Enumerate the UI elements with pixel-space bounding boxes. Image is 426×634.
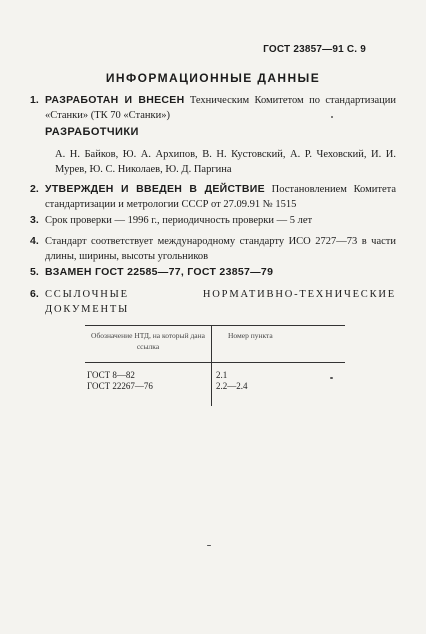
item-body: ССЫЛОЧНЫЕ НОРМАТИВНО-ТЕХНИЧЕСКИЕ ДОКУМЕНТЫ <box>45 289 396 315</box>
info-item-4 <box>30 234 396 266</box>
info-item-5 <box>30 265 396 281</box>
item-number: 6. <box>30 288 39 300</box>
item-text <box>45 234 396 264</box>
scan-speck <box>330 377 333 379</box>
developers-list: А. Н. Байков, Ю. А. Архипов, В. Н. Кустовский, А. Р. Чеховский, И. И. Мурев, Ю. С. Николаев, Ю. Д. Паргина <box>55 149 396 175</box>
item-lead: ВЗАМЕН ГОСТ 22585—77, ГОСТ 23857—79 <box>45 266 274 278</box>
item-body: Постановлением Комитета стандартизации и метрологии СССР от 27.09.91 № 1515 <box>45 184 396 210</box>
page-header: ГОСТ 23857—91 С. 9 <box>263 44 366 55</box>
table-row <box>85 381 345 406</box>
scan-speck <box>331 116 333 118</box>
table-row <box>85 363 345 382</box>
column-header-document: Обозначение НТД, на который дана ссылка <box>85 326 212 363</box>
item-text <box>45 213 396 228</box>
item-number: 2. <box>30 183 39 195</box>
item-text <box>45 265 396 280</box>
scan-speck <box>207 545 211 546</box>
item-number: 3. <box>30 214 39 226</box>
column-header-clause: Номер пункта <box>228 331 273 340</box>
table-cell-clause: 2.2—2.4 <box>216 381 248 391</box>
developers-heading: РАЗРАБОТЧИКИ <box>45 126 139 138</box>
reference-documents-table <box>85 325 345 406</box>
item-body: Срок проверки — 1996 г., периодичность проверки — 5 лет <box>45 215 313 226</box>
table-cell-clause: 2.1 <box>216 370 228 380</box>
item-text <box>45 182 396 212</box>
item-text <box>45 287 396 317</box>
item-body: Техническим Комитетом по стандартизации «Станки» (ТК 70 «Станки») <box>45 95 396 121</box>
item-body: Стандарт соответствует международному стандарту ИСО 2727—73 в части длины, ширины, высоты угольников <box>45 236 396 262</box>
item-number: 5. <box>30 266 39 278</box>
document-title: ИНФОРМАЦИОННЫЕ ДАННЫЕ <box>105 71 321 85</box>
item-number: 1. <box>30 94 39 106</box>
info-item-2 <box>30 182 396 214</box>
item-text <box>45 93 396 123</box>
item-lead: РАЗРАБОТАН И ВНЕСЕН <box>45 94 185 106</box>
item-lead: УТВЕРЖДЕН И ВВЕДЕН В ДЕЙСТВИЕ <box>45 183 265 195</box>
info-item-6 <box>30 287 396 319</box>
table-header-row <box>85 326 345 363</box>
info-item-3 <box>30 213 396 229</box>
table-cell-document: ГОСТ 22267—76 <box>85 381 212 406</box>
item-number: 4. <box>30 235 39 247</box>
info-item-1 <box>30 93 396 125</box>
table-cell-document: ГОСТ 8—82 <box>85 363 212 382</box>
